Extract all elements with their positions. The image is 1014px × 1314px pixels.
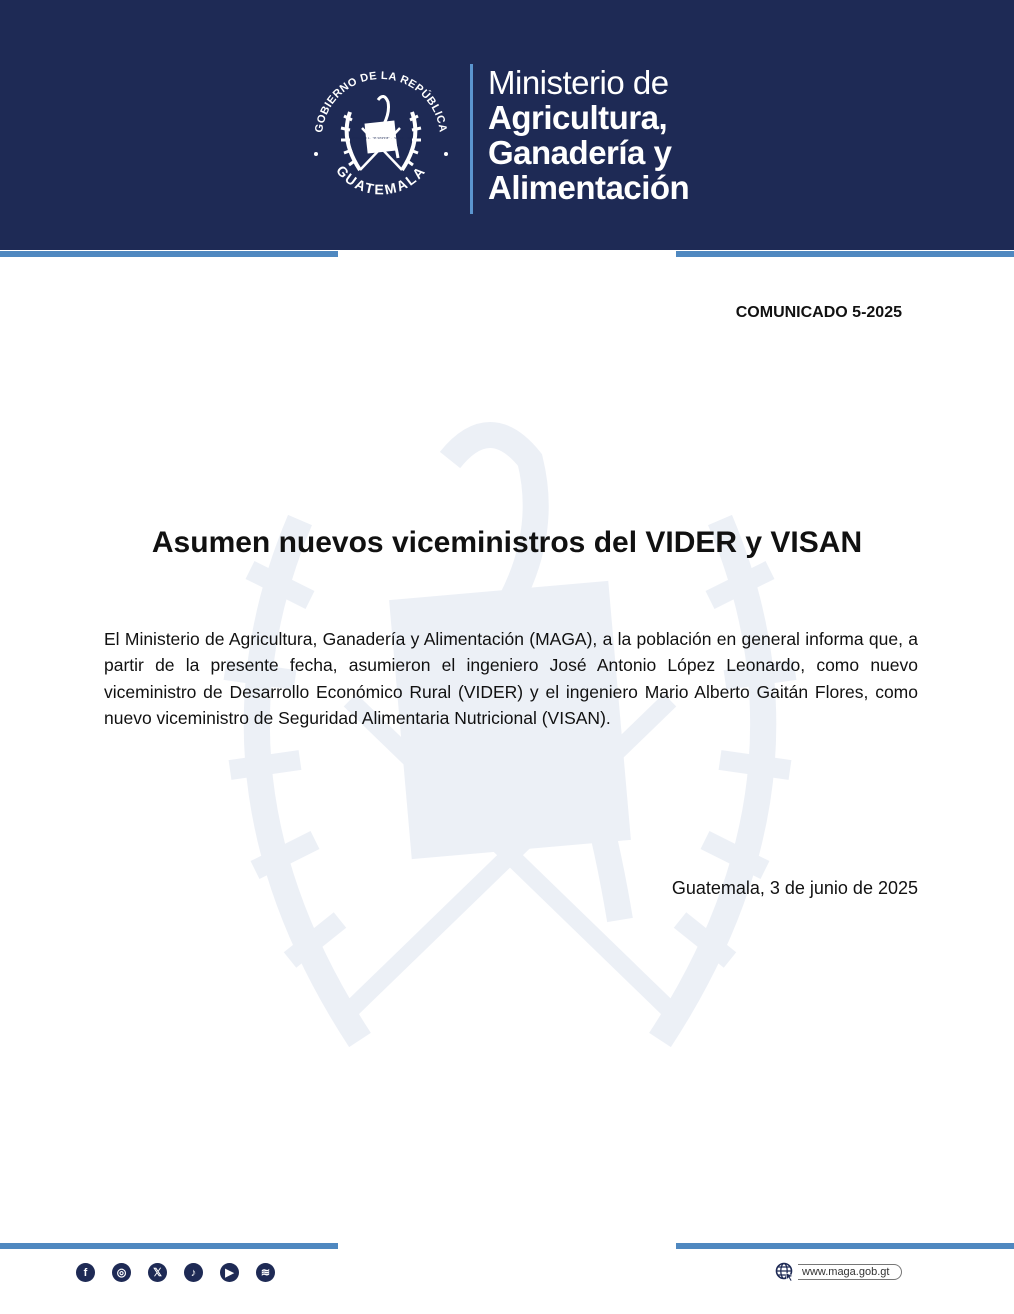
seal-scroll-text: LIBERTAD 15 DE SEPTIEMBRE DE 1821 <box>349 136 413 140</box>
communique-number: COMUNICADO 5-2025 <box>735 304 902 321</box>
coat-of-arms-watermark <box>150 400 870 1100</box>
tiktok-icon[interactable]: ♪ <box>184 1263 203 1282</box>
seal-bottom-text: GUATEMALA <box>333 162 429 198</box>
header-divider <box>470 64 473 214</box>
website-link[interactable] <box>775 1262 902 1282</box>
seal-top-text: GOBIERNO DE LA REPÚBLICA <box>313 69 449 134</box>
date-line: Guatemala, 3 de junio de 2025 <box>671 878 918 898</box>
instagram-icon[interactable]: ◎ <box>112 1263 131 1282</box>
ministry-line-4: Alimentación <box>488 169 690 206</box>
social-links <box>76 1263 275 1282</box>
ministry-line-1: Ministerio de <box>488 64 669 101</box>
ministry-line-2: Agricultura, <box>488 99 668 136</box>
globe-icon <box>775 1262 795 1282</box>
header-accent-bar-right <box>676 251 1014 257</box>
coat-of-arms-seal <box>300 60 462 210</box>
youtube-icon[interactable]: ▶ <box>220 1263 239 1282</box>
footer-accent-bar-right <box>676 1243 1014 1249</box>
document-body: El Ministerio de Agricultura, Ganadería y Alimentación (MAGA), a la población en general informa que, a partir de la presente fecha, asumieron el ingeniero José Antonio López Leonardo, como nuevo viceministro de Desarrollo Económico Rural (VIDER) y el ingeniero Mario Alberto Gaitán Flores, como nuevo viceministro de Seguridad Alimentaria Nutricional (VISAN). <box>104 629 918 729</box>
footer-accent-bar-left <box>0 1243 338 1249</box>
ministry-line-3: Ganadería y <box>488 134 672 171</box>
header-accent-bar-left <box>0 251 338 257</box>
facebook-icon[interactable]: f <box>76 1263 95 1282</box>
spotify-icon[interactable]: ≋ <box>256 1263 275 1282</box>
svg-text:GUATEMALA <box>333 162 429 197</box>
ministry-logotype <box>488 66 689 204</box>
header-banner <box>0 0 1014 250</box>
website-url[interactable]: www.maga.gob.gt <box>798 1264 902 1280</box>
document-title: Asumen nuevos viceministros del VIDER y VISAN <box>151 526 863 559</box>
x-icon[interactable]: 𝕏 <box>148 1263 167 1282</box>
